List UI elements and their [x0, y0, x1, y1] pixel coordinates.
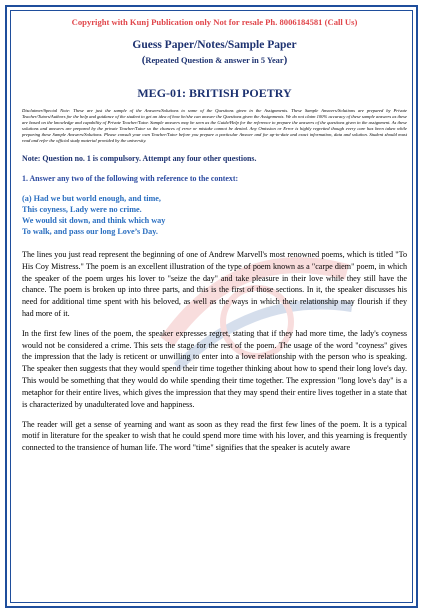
- subtitle-text: Repeated Question & answer in 5 Year: [145, 56, 284, 65]
- poem-line: We would sit down, and think which way: [22, 216, 166, 225]
- course-title: MEG-01: BRITISH POETRY: [137, 86, 292, 100]
- document-title: Guess Paper/Notes/Sample Paper: [132, 39, 297, 51]
- document-subtitle: [22, 54, 407, 66]
- document-page: [5, 5, 418, 608]
- subtitle-close-paren: ): [283, 54, 288, 66]
- poem-line: This coyness, Lady were no crime.: [22, 205, 142, 214]
- subtitle-open-paren: (: [141, 54, 146, 66]
- poem-excerpt: [22, 193, 407, 237]
- question-heading: 1. Answer any two of the following with reference to the context:: [22, 174, 239, 183]
- answer-paragraph: The reader will get a sense of yearning and want as soon as they read the first few lines of the poem. It is a typical motif in literature for the speaker to wish that he could spend more time with his lover, and this yearning is frequently connected to the transience of human life. The word "time" signifies that the speaker is acutely aware: [22, 419, 407, 453]
- poem-line: To walk, and pass our long Love’s Day.: [22, 227, 158, 236]
- copyright-banner: Copyright with Kunj Publication only Not for resale Ph. 8006184581 (Call Us): [71, 17, 358, 27]
- disclaimer-note: Disclaimer/Special Note: These are just the sample of the Answers/Solutions to some of the Questions given in the Assignments. These Sample Answers/Solutions are prepared by Private Teacher/Tutors/Authors for the help and guidance of the student to get an idea of how he/she can answer the Questions given the Assignments. We do not claim 100% accuracy of these sample answers as these are based on the knowledge and capability of Private Teacher/Tutor. Sample answers may be seen as the Guide/Help for the reference to prepare the answers of the questions given in the assignment. As these solutions and answers are prepared by the private Teacher/Tutor so the chances of error or mistake cannot be denied. Any Omission or Error is highly regretted though every care has been taken while preparing these Sample Answers/Solutions. Please consult your own Teacher/Tutor before you prepare a particular Answer and for up-to-date and exact information, data and solution. Student should must read and refer the official study material provided by the university.: [22, 108, 407, 143]
- answer-paragraph: In the first few lines of the poem, the speaker expresses regret, stating that if they had more time, the lady's coyness would not be considered a crime. This sets the stage for the rest of the poem. The usage of the word "coyness" gives the impression that the lady is reticent or unwilling to enter into a love relationship with the person who is speaking. The speaker then suggests that they would spend their time together thinking about how to spend their long love's day. This would be something that they would do while spending their time together. The expression "long love's day" is a metaphor for their entire lives, which gives the impression that they may spend their entire lives together in a state that is characterized by unadulterated love and happiness.: [22, 328, 407, 409]
- page-content: [22, 13, 407, 462]
- exam-note: Note: Question no. 1 is compulsory. Attempt any four other questions.: [22, 154, 257, 163]
- answer-paragraph: The lines you just read represent the beginning of one of Andrew Marvell's most renowned poems, which is titled "To His Coy Mistress." The poem is an excellent illustration of the type of poem known as a "carpe diem" poem, in which the speaker of the poem urges his lover to "seize the day" and take pleasure in their love while they still have the chance. The poem is broken up into three parts, and this is the first of those sections. In it, the speaker discusses his need for additional time spent with his beloved, as well as the ways in which their relationship may flourish if they had more of it.: [22, 250, 407, 318]
- poem-line: (a) Had we but world enough, and time,: [22, 194, 161, 203]
